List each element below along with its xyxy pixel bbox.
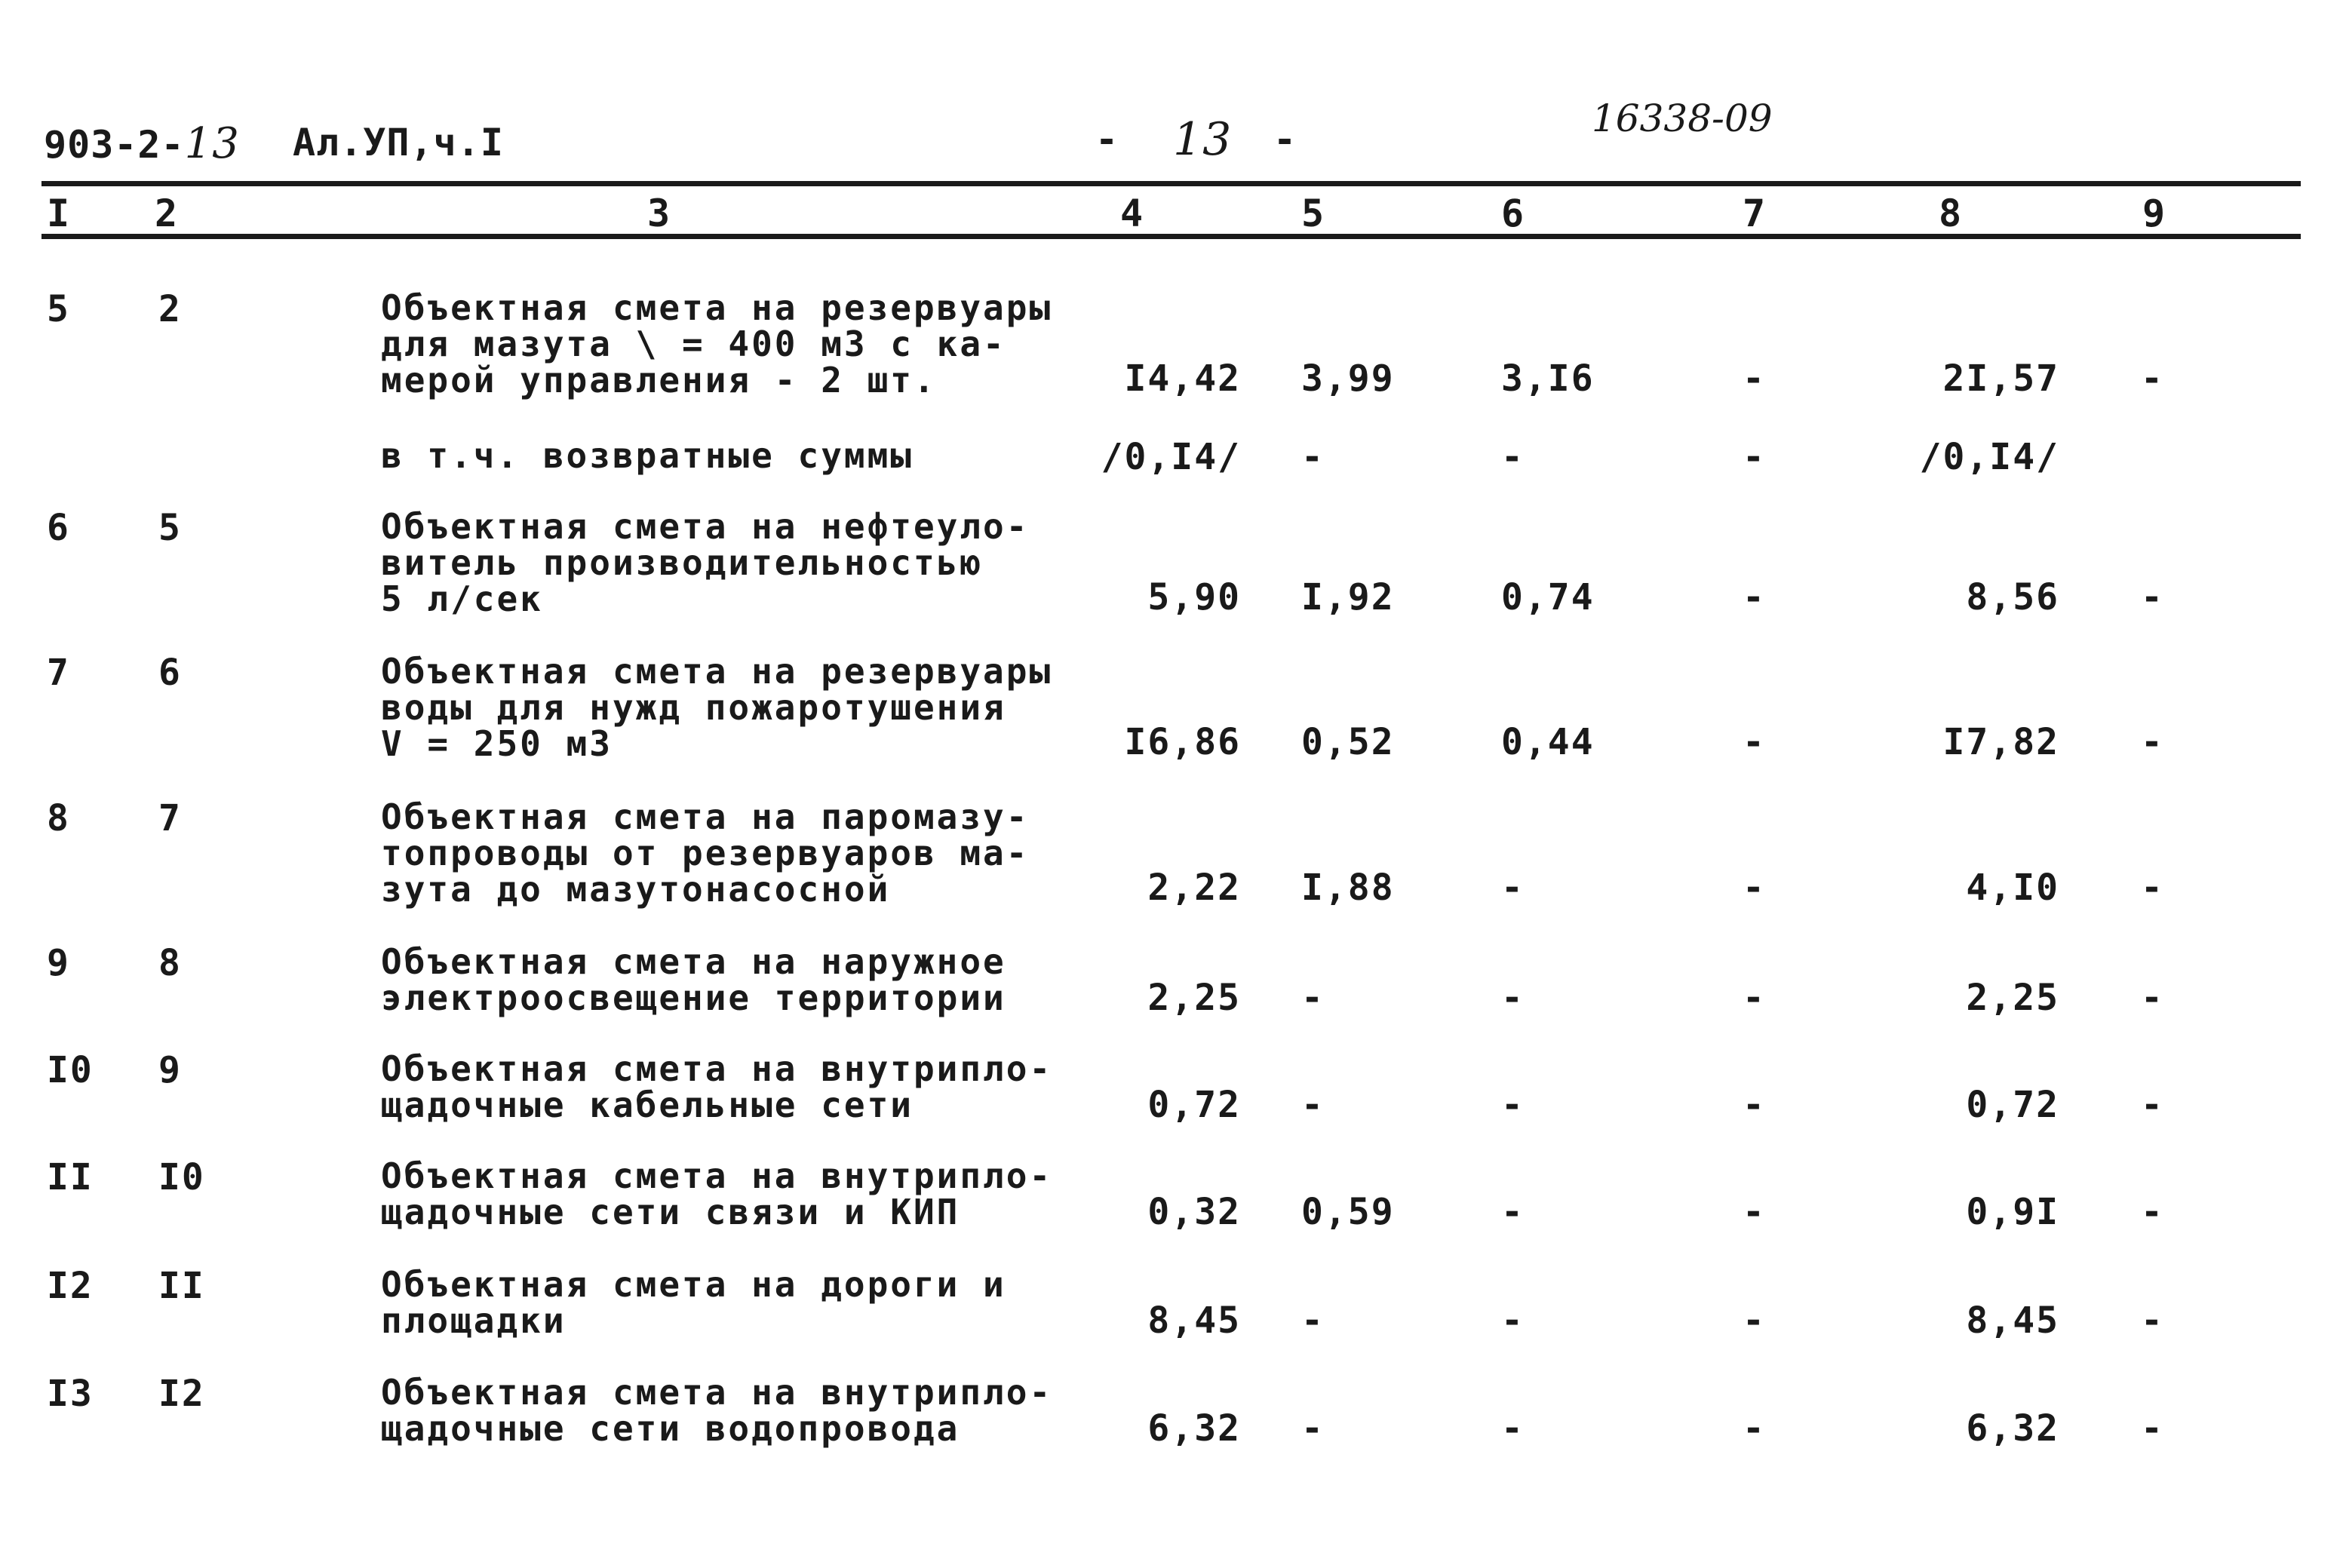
description-line: Объектная смета на паромазу-	[381, 796, 1030, 837]
col-7-value: -	[1743, 721, 1766, 763]
description	[381, 437, 914, 474]
column-number-2: 2	[155, 192, 178, 235]
col-4-value: 0,72	[1147, 1084, 1241, 1126]
col-9-value: -	[2141, 576, 2164, 618]
row-number: II	[47, 1156, 94, 1198]
col-6-value: -	[1501, 867, 1525, 909]
col-6-value: -	[1501, 1300, 1525, 1342]
col-4-value: 0,32	[1147, 1191, 1241, 1233]
col-7-value: -	[1743, 1407, 1766, 1450]
col-8-value: /0,I4/	[1919, 436, 2059, 478]
header-rule-bottom	[41, 234, 2301, 239]
estimate-number: 7	[158, 797, 182, 839]
col-9-value: -	[2141, 357, 2164, 400]
col-9-value: -	[2141, 1191, 2164, 1233]
col-4-value: 6,32	[1147, 1407, 1241, 1450]
description-line: 5 л/сек	[381, 578, 543, 619]
description-line: витель производительностью	[381, 542, 984, 583]
description-line: электроосвещение территории	[381, 977, 1006, 1018]
col-9-value: -	[2141, 1407, 2164, 1450]
col-6-value: 0,74	[1501, 576, 1595, 618]
row-number: 6	[47, 507, 70, 549]
description-line: Объектная смета на внутрипло-	[381, 1155, 1053, 1196]
col-5-value: I,92	[1301, 576, 1395, 618]
col-7-value: -	[1743, 1084, 1766, 1126]
description	[381, 287, 1053, 400]
col-8-value: 2I,57	[1942, 357, 2059, 400]
col-5-value: -	[1301, 1407, 1325, 1450]
description	[381, 653, 1052, 762]
col-8-value: 0,72	[1966, 1084, 2059, 1126]
col-7-value: -	[1743, 576, 1766, 618]
row-number: I2	[47, 1265, 94, 1307]
col-8-value: 6,32	[1966, 1407, 2059, 1450]
col-4-value: /0,I4/	[1101, 436, 1241, 478]
col-9-value: -	[2141, 1300, 2164, 1342]
col-6-value: -	[1501, 977, 1525, 1019]
row-number: I3	[47, 1373, 94, 1415]
col-5-value: 0,59	[1301, 1191, 1395, 1233]
document-code-handwritten: 13	[184, 119, 240, 168]
description-line: мерой управления - 2 шт.	[381, 360, 937, 400]
description-line: Объектная смета на нефтеуло-	[381, 506, 1030, 547]
row-number: 8	[47, 797, 70, 839]
col-9-value: -	[2141, 977, 2164, 1019]
col-5-value: -	[1301, 977, 1325, 1019]
description	[381, 1155, 1053, 1232]
description-line: Объектная смета на резервуары	[381, 287, 1053, 328]
description-line: V = 250 м3	[381, 723, 613, 764]
description	[381, 1048, 1053, 1125]
col-9-value: -	[2141, 1084, 2164, 1126]
description	[381, 508, 1029, 617]
description-line: Объектная смета на дороги и	[381, 1264, 1006, 1305]
col-8-value: 0,9I	[1966, 1191, 2059, 1233]
col-7-value: -	[1743, 1191, 1766, 1233]
row-number: I0	[47, 1049, 94, 1091]
header-rule-top	[41, 181, 2301, 186]
document-code-typed: 903-2-	[44, 123, 185, 167]
row-number: 7	[47, 652, 70, 694]
description	[381, 796, 1030, 910]
col-4-value: 2,25	[1147, 977, 1241, 1019]
column-number-5: 5	[1301, 192, 1325, 235]
description	[381, 1374, 1052, 1447]
description	[381, 941, 1006, 1018]
col-5-value: -	[1301, 1300, 1325, 1342]
col-8-value: 8,56	[1966, 576, 2059, 618]
col-5-value: -	[1301, 1084, 1325, 1126]
col-4-value: 5,90	[1147, 576, 1241, 618]
col-9-value: -	[2141, 721, 2164, 763]
estimate-number: 6	[158, 652, 182, 694]
col-5-value: 3,99	[1301, 357, 1395, 400]
album-reference: Ал.УП,ч.I	[293, 121, 504, 164]
row-number: 9	[47, 942, 70, 984]
col-8-value: 2,25	[1966, 977, 2059, 1019]
estimate-number: 9	[158, 1049, 182, 1091]
page-number-dash-left: -	[1095, 118, 1119, 161]
col-5-value: -	[1301, 436, 1325, 478]
col-7-value: -	[1743, 977, 1766, 1019]
description-line: для мазута \ = 400 м3 с ка-	[381, 324, 1006, 364]
estimate-number: 5	[158, 507, 182, 549]
col-8-value: 8,45	[1966, 1300, 2059, 1342]
col-6-value: -	[1501, 1191, 1525, 1233]
col-7-value: -	[1743, 357, 1766, 400]
description	[381, 1266, 1006, 1339]
column-number-8: 8	[1939, 192, 1962, 235]
col-6-value: -	[1501, 1407, 1525, 1450]
column-number-6: 6	[1501, 192, 1525, 235]
page-number: 13	[1173, 113, 1233, 166]
description-line: Объектная смета на резервуары	[381, 651, 1053, 692]
col-7-value: -	[1743, 867, 1766, 909]
column-number-1: I	[47, 192, 70, 235]
col-9-value: -	[2141, 867, 2164, 909]
col-5-value: I,88	[1301, 867, 1395, 909]
description-line: топроводы от резервуаров ма-	[381, 833, 1030, 873]
estimate-number: II	[158, 1265, 205, 1307]
estimate-number: I0	[158, 1156, 205, 1198]
estimate-number: I2	[158, 1373, 205, 1415]
column-number-3: 3	[647, 192, 671, 235]
description-line: щадочные сети водопровода	[381, 1408, 960, 1449]
description-line: Объектная смета на наружное	[381, 941, 1006, 982]
col-6-value: 0,44	[1501, 721, 1595, 763]
description-line: площадки	[381, 1300, 567, 1341]
description-line: зута до мазутонасосной	[381, 869, 891, 910]
description-line: щадочные сети связи и КИП	[381, 1192, 960, 1232]
stamp-number: 16338-09	[1592, 97, 1773, 140]
description-line: в т.ч. возвратные суммы	[381, 435, 914, 476]
page-number-dash-right: -	[1273, 118, 1297, 161]
col-4-value: I6,86	[1124, 721, 1241, 763]
col-4-value: 8,45	[1147, 1300, 1241, 1342]
estimate-number: 2	[158, 288, 182, 330]
col-8-value: 4,I0	[1966, 867, 2059, 909]
estimate-number: 8	[158, 942, 182, 984]
col-6-value: 3,I6	[1501, 357, 1595, 400]
col-4-value: 2,22	[1147, 867, 1241, 909]
document-code	[44, 119, 240, 168]
col-6-value: -	[1501, 436, 1525, 478]
column-number-9: 9	[2142, 192, 2166, 235]
description-line: Объектная смета на внутрипло-	[381, 1048, 1053, 1089]
col-5-value: 0,52	[1301, 721, 1395, 763]
col-7-value: -	[1743, 436, 1766, 478]
column-number-4: 4	[1120, 192, 1144, 235]
col-8-value: I7,82	[1942, 721, 2059, 763]
description-line: щадочные кабельные сети	[381, 1085, 914, 1125]
column-number-7: 7	[1743, 192, 1766, 235]
description-line: воды для нужд пожаротушения	[381, 687, 1006, 728]
col-7-value: -	[1743, 1300, 1766, 1342]
description-line: Объектная смета на внутрипло-	[381, 1372, 1053, 1413]
row-number: 5	[47, 288, 70, 330]
col-6-value: -	[1501, 1084, 1525, 1126]
col-4-value: I4,42	[1124, 357, 1241, 400]
